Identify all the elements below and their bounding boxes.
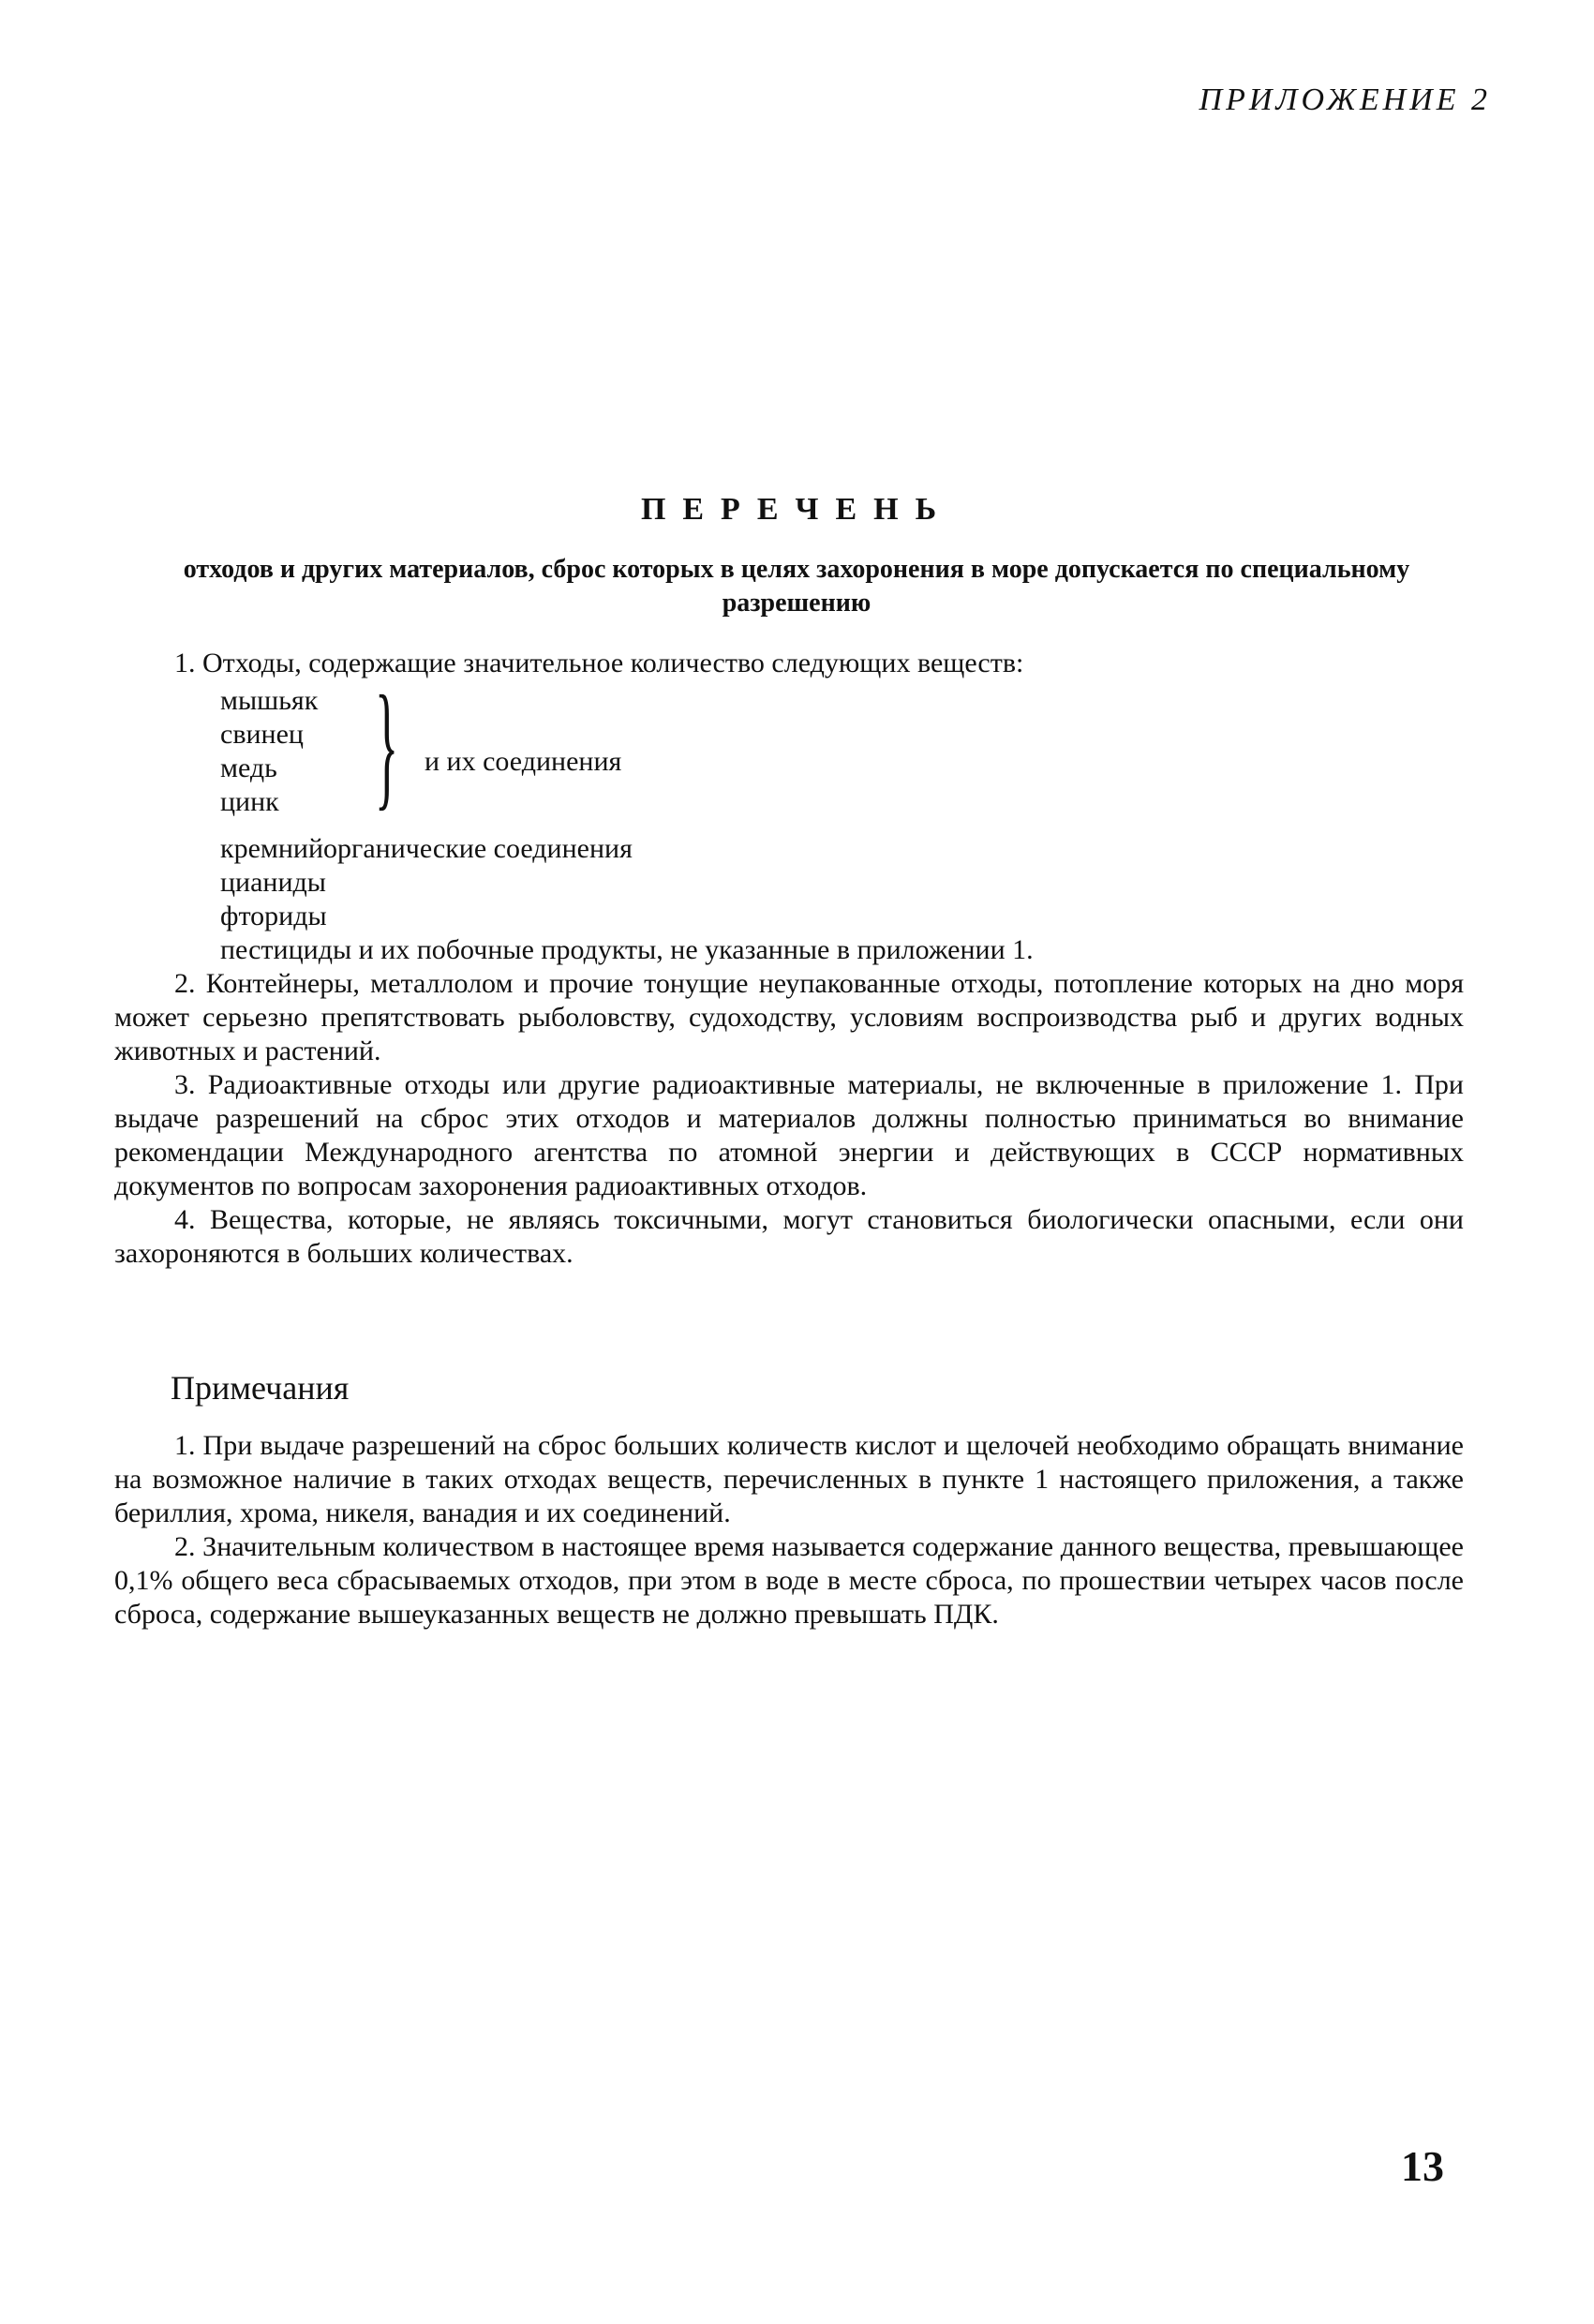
brace-icon: }	[375, 667, 399, 823]
other-substances-list	[220, 832, 633, 933]
appendix-label: ПРИЛОЖЕНИЕ 2	[1199, 82, 1491, 117]
page-number: 13	[1401, 2142, 1444, 2190]
list-item: 1. При выдаче разрешений на сброс больших количеств кислот и щелочей необходимо обращать внимание на возможное наличие в таких отходах веществ, перечисленных в пункте 1 настоящего приложения, а также бериллия, хрома, никеля, ванадия и их соединений.	[114, 1430, 1464, 1528]
list-item: медь	[220, 752, 277, 783]
notes-heading: Примечания	[171, 1369, 350, 1407]
items-block	[114, 933, 1464, 1271]
list-item: цианиды	[220, 867, 326, 898]
list-item: 3. Радиоактивные отходы или другие радиоактивные материалы, не включенные в приложение 1. При выдаче разрешений на сброс этих отходов и материалов должны полностью приниматься во внимание рекомендации Международного агентства по атомной энергии и действующих в СССР нормативных документов по вопросам захоронения радиоактивных отходов.	[114, 1069, 1464, 1201]
list-item: мышьяк	[220, 685, 319, 716]
list-item: свинец	[220, 719, 304, 750]
list-item: кремнийорганические соединения	[220, 833, 633, 864]
metals-suffix: и их соединения	[425, 746, 622, 777]
list-item: 2. Значительным количеством в настоящее время называется содержание данного вещества, превышающее 0,1% общего веса сбрасываемых отходов, при этом в воде в месте сброса, по прошествии четырех часов после сброса, содержание вышеуказанных веществ не должно превышать ПДК.	[114, 1531, 1464, 1630]
metals-list	[220, 684, 318, 819]
list-item: 4. Вещества, которые, не являясь токсичными, могут становиться биологически опасными, если они захороняются в больших количествах.	[114, 1204, 1464, 1269]
list-item: 2. Контейнеры, металлолом и прочие тонущие неупакованные отходы, потопление которых на дно моря может серьезно препятствовать рыболовству, судоходству, условиям воспроизводства рыб и других водных животных и растений.	[114, 968, 1464, 1066]
document-title: ПЕРЕЧЕНЬ	[640, 492, 954, 527]
list-item: фториды	[220, 901, 327, 931]
pesticides-line: пестициды и их побочные продукты, не указанные в приложении 1.	[220, 934, 1034, 965]
notes-block	[114, 1429, 1464, 1631]
document-subtitle: отходов и других материалов, сброс которых в целях захоронения в море допускается по специальному разрешению	[183, 555, 1410, 618]
list-item: цинк	[220, 786, 279, 817]
section-1-intro: 1. Отходы, содержащие значительное количество следующих веществ:	[174, 648, 1024, 678]
